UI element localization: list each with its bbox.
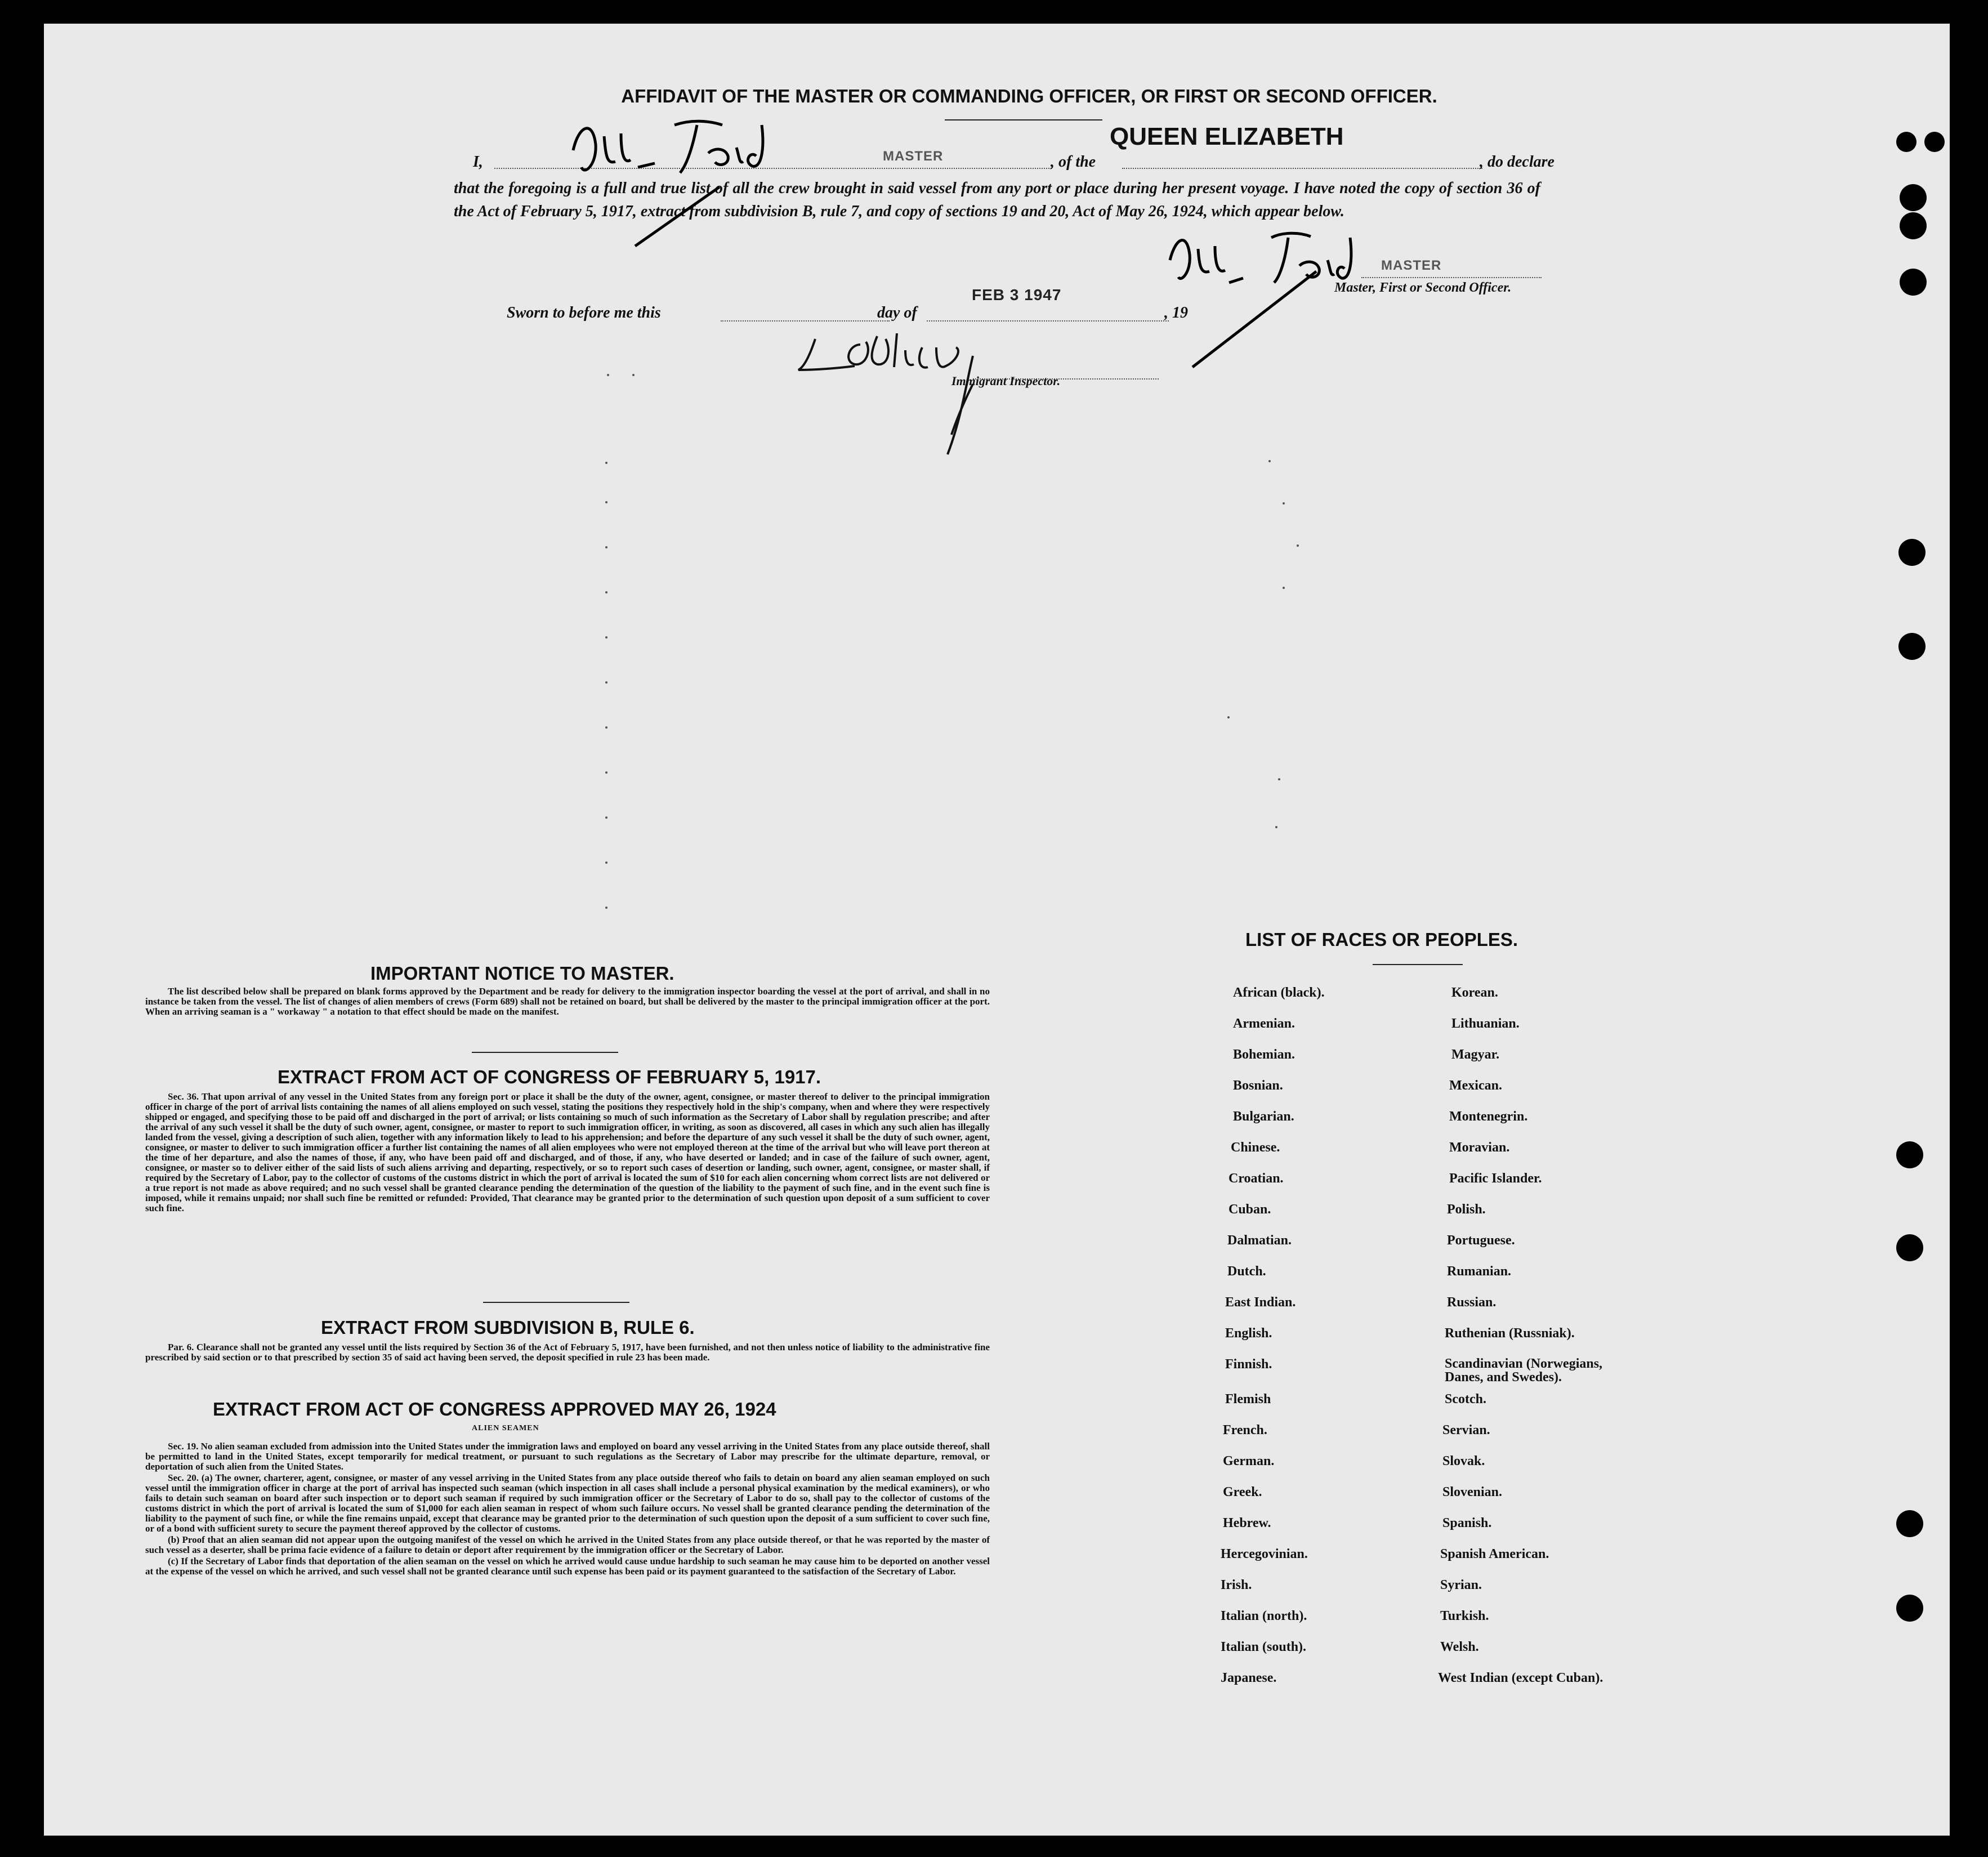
punch-hole xyxy=(1898,633,1926,660)
speck xyxy=(605,816,607,819)
punch-hole xyxy=(1896,1595,1923,1622)
races-rule xyxy=(1373,964,1463,965)
race-item: Syrian. xyxy=(1440,1578,1482,1592)
race-item: Portuguese. xyxy=(1447,1233,1515,1248)
speck xyxy=(1275,826,1277,828)
speck xyxy=(605,861,607,864)
race-item: Korean. xyxy=(1451,985,1498,1000)
race-item: Slovenian. xyxy=(1442,1485,1503,1499)
race-item: Armenian. xyxy=(1233,1016,1295,1031)
subdiv-b-body xyxy=(145,1342,990,1364)
race-item: East Indian. xyxy=(1225,1295,1296,1310)
speck xyxy=(605,501,607,503)
race-item: Servian. xyxy=(1442,1423,1490,1438)
extract-1917-rule xyxy=(483,1302,629,1303)
speck xyxy=(605,636,607,639)
race-item: Flemish xyxy=(1225,1392,1271,1407)
subdiv-b-title: EXTRACT FROM SUBDIVISION B, RULE 6. xyxy=(321,1317,695,1338)
race-item: Ruthenian (Russniak). xyxy=(1445,1326,1575,1341)
inspector-caption: Immigrant Inspector. xyxy=(951,374,1061,388)
race-item: Welsh. xyxy=(1440,1640,1479,1654)
heading-rule xyxy=(945,119,1102,120)
race-item: English. xyxy=(1225,1326,1272,1341)
day-of-text: day of xyxy=(877,304,917,322)
race-item: Italian (north). xyxy=(1221,1609,1307,1623)
speck xyxy=(605,726,607,729)
extract-1924-title: EXTRACT FROM ACT OF CONGRESS APPROVED MAY 26, 1924 xyxy=(213,1399,776,1419)
race-item: West Indian (except Cuban). xyxy=(1438,1671,1603,1685)
master-stamp-2: MASTER xyxy=(1381,258,1442,273)
punch-hole xyxy=(1896,1141,1923,1168)
sworn-text: Sworn to before me this xyxy=(507,304,661,322)
race-item: Montenegrin. xyxy=(1449,1109,1528,1124)
speck xyxy=(632,374,635,376)
speck xyxy=(605,681,607,684)
punch-hole xyxy=(1900,184,1927,211)
race-item: Turkish. xyxy=(1440,1609,1489,1623)
master-stamp-line1: MASTER xyxy=(883,149,944,164)
sec-20b-paragraph: (b) Proof that an alien seaman did not appear upon the outgoing manifest of the vessel on which he arrived in the United States from any place outside thereof, or that he was reported by the master of such vessel as a deserter, shall be prima facie evidence of a failure to detain or deport after requirement by the immigration officer or the Secretary of Labor. xyxy=(145,1534,990,1555)
race-item: Irish. xyxy=(1221,1578,1252,1592)
par-6-paragraph: Par. 6. Clearance shall not be granted any vessel until the lists required by Section 36 of the Act of February 5, 1917, have been furnished, and not then unless notice of liability to the administrative fine prescribed by said section or to that prescribed by section 35 of said act having been served, the deposit specified in rule 23 has been made. xyxy=(145,1342,990,1363)
punch-hole xyxy=(1896,132,1916,152)
race-item: Finnish. xyxy=(1225,1357,1272,1372)
punch-hole xyxy=(1900,212,1927,239)
speck xyxy=(1227,716,1230,718)
race-item: Moravian. xyxy=(1449,1140,1510,1155)
race-item: Cuban. xyxy=(1228,1202,1271,1217)
speck xyxy=(1278,778,1280,780)
race-item: Croatian. xyxy=(1228,1171,1284,1186)
do-declare-text: , do declare xyxy=(1480,153,1554,171)
races-title: LIST OF RACES OR PEOPLES. xyxy=(1245,929,1518,950)
master-signature-1 xyxy=(562,108,843,249)
alien-seamen-subtitle: ALIEN SEAMEN xyxy=(472,1424,539,1432)
race-item: Greek. xyxy=(1223,1485,1262,1499)
race-item: Hercegovinian. xyxy=(1221,1547,1308,1561)
master-caption: Master, First or Second Officer. xyxy=(1334,280,1512,295)
punch-hole xyxy=(1924,132,1945,152)
affidavit-body: that the foregoing is a full and true list of all the crew brought in said vessel from any port or place during her present voyage. I have noted the copy of section 36 of the Act of February 5, 1917, extract from subdivision B, rule 7, and copy of sections 19 and 20, Act of May 26, 1924, which appear below. xyxy=(454,180,1540,220)
notice-title: IMPORTANT NOTICE TO MASTER. xyxy=(370,963,674,984)
race-item: Bosnian. xyxy=(1233,1078,1283,1093)
master-sign-line xyxy=(1361,277,1542,278)
affidavit-heading: AFFIDAVIT OF THE MASTER OR COMMANDING OFFICER, OR FIRST OR SECOND OFFICER. xyxy=(621,86,1437,106)
race-item: Rumanian. xyxy=(1447,1264,1512,1279)
race-item: Bulgarian. xyxy=(1233,1109,1294,1124)
speck xyxy=(605,546,607,548)
extract-1924-body xyxy=(145,1441,990,1578)
vessel-line xyxy=(1122,168,1482,169)
speck xyxy=(1268,460,1271,462)
speck xyxy=(1283,587,1285,589)
speck xyxy=(605,462,607,464)
speck xyxy=(605,591,607,593)
race-item: Spanish. xyxy=(1442,1516,1492,1530)
year-text: , 19 xyxy=(1164,304,1188,322)
race-item: Pacific Islander. xyxy=(1449,1171,1542,1186)
punch-hole xyxy=(1900,269,1927,296)
notice-body xyxy=(145,986,990,1018)
speck xyxy=(605,907,607,909)
race-item: Dutch. xyxy=(1227,1264,1266,1279)
speck xyxy=(1297,544,1299,547)
punch-hole xyxy=(1896,1234,1923,1261)
sec-20c-paragraph: (c) If the Secretary of Labor finds that deportation of the alien seaman on the vessel on which he arrived would cause undue hardship to such seaman he may cause him to be deported on another vessel at the expense of the vessel on which he arrived, and such vessel shall not be granted clearance until such expense has been paid or its payment guaranteed to the satisfaction of the Secretary of Labor. xyxy=(145,1556,990,1577)
race-item: Mexican. xyxy=(1449,1078,1502,1093)
race-item: French. xyxy=(1223,1423,1267,1438)
race-item: African (black). xyxy=(1233,985,1325,1000)
of-the-text: , of the xyxy=(1051,153,1096,171)
document-page xyxy=(44,24,1950,1836)
race-item: Polish. xyxy=(1447,1202,1486,1217)
race-item: Slovak. xyxy=(1442,1454,1485,1468)
punch-hole xyxy=(1896,1510,1923,1537)
extract-1917-title: EXTRACT FROM ACT OF CONGRESS OF FEBRUARY 5, 1917. xyxy=(278,1066,821,1087)
race-item: Scandinavian (Norwegians, Danes, and Swedes). xyxy=(1445,1356,1603,1385)
vessel-name: QUEEN ELIZABETH xyxy=(1110,123,1344,150)
sec-20a-paragraph: Sec. 20. (a) The owner, charterer, agent, consignee, or master of any vessel arriving in the United States from any place outside thereof who fails to detain on board any alien seaman employed on such vessel until the immigration officer in charge at the port of arrival has inspected such seaman (which inspection in all cases shall include a personal physical examination by the medical examiners), or who fails to detain such seaman on board after such inspection or to deport such seaman if required by such immigration officer or the Secretary of Labor to do so, shall pay to the collector of customs of the customs district in which the port of arrival is located the sum of $1,000 for each alien seaman in respect of whom such failure occurs. No vessel shall be granted clearance pending the determination of the liability to the payment of such fine, or while the fine remains unpaid, except that clearance may be granted prior to the determination of such question upon the deposit of a sum sufficient to cover such fine, or of a bond with sufficient surety to secure the payment thereof approved by the collector of customs. xyxy=(145,1472,990,1534)
speck xyxy=(607,374,609,376)
speck xyxy=(605,771,607,774)
race-item: Japanese. xyxy=(1221,1671,1277,1685)
notice-rule xyxy=(472,1052,618,1053)
notice-paragraph: The list described below shall be prepared on blank forms approved by the Department and be ready for delivery to the immigration inspector boarding the vessel at the port of arrival, and shall in no instance be taken from the vessel. The list of changes of alien members of crews (Form 689) shall not be retained on board, but shall be delivered by the master to the principal immigration officer at the port. When an arriving seaman is a " workaway " a notation to that effect should be made on the manifest. xyxy=(145,986,990,1017)
race-item: Spanish American. xyxy=(1440,1547,1549,1561)
speck xyxy=(1283,502,1285,505)
date-stamp: FEB 3 1947 xyxy=(972,286,1062,303)
sec-36-paragraph: Sec. 36. That upon arrival of any vessel in the United States from any foreign port or place it shall be the duty of the owner, agent, consignee, or master thereof to deliver to the principal immigration officer in charge of the port of arrival lists containing the names of all aliens employed on such vessel, stating the positions they respectively hold in the ship's company, when and where they were respectively shipped or engaged, and specifying those to be paid off and discharged in the port of arrival; or lists containing so much of such information as the Secretary of Labor shall by regulation prescribe; and after the arrival of any such vessel it shall be the duty of such owner, agent, consignee, or master to report to such immigration officer, in writing, as soon as discovered, all cases in which any such alien has illegally landed from the vessel, giving a description of such alien, together with any information likely to lead to his apprehension; and before the departure of any such vessel it shall be the duty of such owner, agent, consignee, or master to deliver to such immigration officer a further list containing the names of all alien employees who were not employed thereon at the time of the arrival but who will leave port thereon at the time of her departure, and also the names of those, if any, who have been paid off and discharged, and of those, if any, who have deserted or landed; and in case of the failure of such owner, agent, consignee, or master so to deliver either of the said lists of such aliens arriving and departing, respectively, or so to report such cases of desertion or landing, such owner, agent, consignee, or master shall, if required by the Secretary of Labor, pay to the collector of customs of the customs district in which the port of arrival is located the sum of $10 for each alien concerning whom correct lists are not delivered or a true report is not made as above required; and no such vessel shall be granted clearance pending the determination of the question of the liability to the payment of such fine, and in the event such fine is imposed, while it remains unpaid; nor shall such fine be remitted or refunded: Provided, That clearance may be granted prior to the determination of such question upon deposit of a sum sufficient to cover such fine. xyxy=(145,1091,990,1213)
sec-19-paragraph: Sec. 19. No alien seaman excluded from admission into the United States under the immigration laws and employed on board any vessel arriving in the United States from any place outside thereof, shall be permitted to land in the United States, except temporarily for medical treatment, or pursuant to such regulations as the Secretary of Labor may prescribe for the ultimate departure, removal, or deportation of such alien from the United States. xyxy=(145,1441,990,1472)
race-item: Lithuanian. xyxy=(1451,1016,1520,1031)
race-item: Scotch. xyxy=(1445,1392,1486,1407)
race-item: Dalmatian. xyxy=(1227,1233,1292,1248)
race-item: Chinese. xyxy=(1231,1140,1280,1155)
race-item: Italian (south). xyxy=(1221,1640,1307,1654)
race-item: Magyar. xyxy=(1451,1047,1500,1062)
inspector-signature xyxy=(793,316,1063,463)
race-item: German. xyxy=(1223,1454,1275,1468)
race-item: Hebrew. xyxy=(1223,1516,1271,1530)
extract-1917-body xyxy=(145,1092,990,1215)
race-item: Bohemian. xyxy=(1233,1047,1295,1062)
punch-hole xyxy=(1898,539,1926,566)
affidavit-i: I, xyxy=(473,153,483,171)
race-item: Russian. xyxy=(1447,1295,1496,1310)
